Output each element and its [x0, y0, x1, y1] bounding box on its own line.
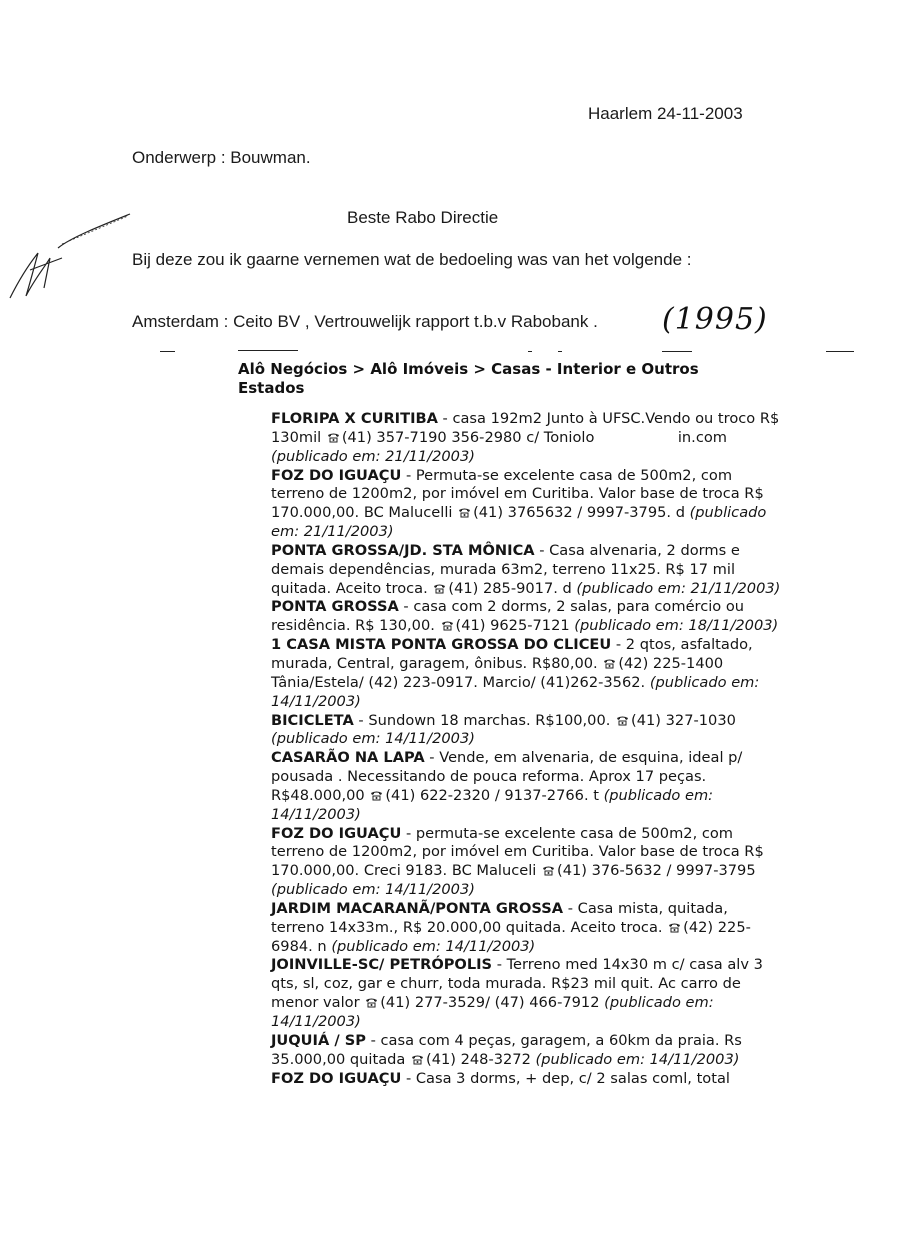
listing-text: - Permuta-se excelente casa de 500m2, com terreno de 1200m2, por imóvel em Curitiba. Valor base de troca R$ 170.000,00. BC Malucelli — [271, 466, 764, 522]
listing-item — [271, 825, 781, 900]
listing-phone: (42) 225-1400 Tânia/Estela/ (42) 223-0917. Marcio/ (41)262-3562. — [271, 654, 724, 691]
phone-icon — [411, 1052, 424, 1063]
listing-phone: (41) 277-3529/ (47) 466-7912 — [380, 994, 605, 1012]
classified-listings — [271, 410, 781, 1088]
phone-icon — [616, 713, 629, 724]
listing-phone: (42) 225-6984. n — [271, 918, 751, 955]
listing-text: - Sundown 18 marchas. R$100,00. — [353, 711, 616, 729]
listing-text: - casa 192m2 Junto à UFSC.Vendo ou troco R$ 130mil — [271, 410, 780, 446]
listing-published-date: (publicado em: 21/11/2003) — [576, 579, 781, 597]
listing-published-date: (publicado em: 14/11/2003) — [535, 1050, 740, 1068]
listing-phone: (41) 376-5632 / 9997-3795 — [557, 862, 756, 880]
listing-item — [271, 1070, 781, 1089]
listing-phone: (41) 9625-7121 — [455, 617, 575, 635]
phone-icon — [370, 788, 383, 799]
salutation: Beste Rabo Directie — [347, 208, 499, 227]
listing-item — [271, 900, 781, 957]
phone-icon — [441, 618, 454, 629]
listing-text: - 2 qtos, asfaltado, murada, Central, garagem, ônibus. R$80,00. — [271, 636, 753, 672]
listing-published-date: (publicado em: 14/11/2003) — [271, 730, 475, 748]
handwritten-year-note: (1995) — [662, 302, 768, 337]
listing-text: - permuta-se excelente casa de 500m2, com terreno de 1200m2, por imóvel em Curitiba. Valor base de troca R$ 170.000,00. Creci 9183. BC Maluceli — [271, 824, 764, 880]
listing-phone: (41) 248-3272 — [426, 1050, 536, 1068]
listing-item — [271, 749, 781, 824]
listing-title: JARDIM MACARANÃ/PONTA GROSSA — [271, 899, 564, 917]
listing-item — [271, 636, 781, 711]
listing-published-date: (publicado em: 14/11/2003) — [271, 881, 475, 899]
listing-title: JUQUIÁ / SP — [271, 1031, 366, 1049]
listing-text: - Casa 3 dorms, + dep, c/ 2 salas coml, total — [401, 1069, 730, 1087]
listing-title: BICICLETA — [271, 711, 354, 729]
listing-published-date: (publicado em: 14/11/2003) — [271, 673, 760, 710]
phone-icon — [365, 995, 378, 1006]
phone-icon — [603, 656, 616, 667]
subject-line: Onderwerp : Bouwman. — [132, 148, 311, 167]
listing-published-date: (publicado em: 14/11/2003) — [271, 994, 714, 1030]
listing-item — [271, 410, 781, 467]
scan-mark — [558, 351, 562, 352]
scan-mark — [160, 351, 175, 352]
clipping-heading: Alô Negócios > Alô Imóveis > Casas - Interior e Outros Estados — [238, 360, 699, 397]
phone-icon — [542, 863, 555, 874]
listing-phone: (41) 285-9017. d — [448, 579, 577, 597]
listing-text: - Vende, em alvenaria, de esquina, ideal p/ pousada . Necessitando de pouca reforma. Aprox 17 peças. R$48.000,00 — [271, 749, 743, 804]
listing-text: - Casa mista, quitada, terreno 14x33m., R$ 20.000,00 quitada. Aceito troca. — [271, 899, 728, 936]
listing-title: FLORIPA X CURITIBA — [271, 410, 438, 427]
listing-title: PONTA GROSSA/JD. STA MÔNICA — [271, 541, 535, 559]
scan-mark — [826, 351, 854, 352]
listing-published-date: (publicado em: 18/11/2003) — [574, 617, 779, 635]
listing-phone: (41) 327-1030 — [631, 711, 736, 729]
listing-title: CASARÃO NA LAPA — [271, 749, 425, 767]
phone-icon — [458, 505, 471, 516]
listing-text: - Casa alvenaria, 2 dorms e demais dependências, murada 63m2, terreno 11x25. R$ 17 mil quitada. Aceito troca. — [271, 541, 740, 597]
listing-phone: (41) 357-7190 356-2980 c/ Toniolo in.com — [341, 428, 727, 446]
listing-text: - casa com 2 dorms, 2 salas, para comércio ou residência. R$ 130,00. — [271, 598, 745, 635]
phone-icon — [668, 920, 681, 931]
listing-title: JOINVILLE-SC/ PETRÓPOLIS — [271, 956, 493, 974]
listing-title: FOZ DO IGUAÇU — [271, 1069, 402, 1087]
listing-text: - casa com 4 peças, garagem, a 60km da praia. Rs 35.000,00 quitada — [271, 1031, 742, 1068]
phone-icon — [433, 581, 446, 592]
place-date: Haarlem 24-11-2003 — [588, 104, 743, 123]
listing-item — [271, 542, 781, 599]
listing-item — [271, 956, 781, 1031]
letter-body: Bij deze zou ik gaarne vernemen wat de bedoeling was van het volgende : — [132, 250, 692, 269]
listing-phone: (41) 3765632 / 9997-3795. d — [473, 504, 690, 522]
listing-title: FOZ DO IGUAÇU — [271, 466, 402, 484]
listing-item — [271, 598, 781, 636]
scan-mark — [528, 351, 532, 352]
listing-published-date: (publicado em: 21/11/2003) — [271, 447, 475, 465]
listing-item — [271, 712, 781, 750]
listing-published-date: (publicado em: 21/11/2003) — [271, 504, 767, 541]
listing-text: - Terreno med 14x30 m c/ casa alv 3 qts, sl, coz, gar e churr, toda murada. R$23 mil quit. Ac carro de menor valor — [271, 956, 763, 1012]
listing-item — [271, 1032, 781, 1070]
listing-title: PONTA GROSSA — [271, 598, 399, 616]
listing-title: 1 CASA MISTA PONTA GROSSA DO CLICEU — [271, 636, 612, 654]
listing-published-date: (publicado em: 14/11/2003) — [331, 937, 536, 955]
phone-icon — [327, 430, 340, 441]
listing-item — [271, 467, 781, 542]
scan-mark — [238, 350, 298, 351]
scan-mark — [662, 351, 692, 352]
handwritten-signature — [0, 208, 140, 318]
listing-phone: (41) 622-2320 / 9137-2766. t — [385, 786, 604, 804]
listing-title: FOZ DO IGUAÇU — [271, 824, 402, 842]
report-reference: Amsterdam : Ceito BV , Vertrouwelijk rapport t.b.v Rabobank . — [132, 312, 598, 331]
listing-published-date: (publicado em: 14/11/2003) — [271, 786, 714, 823]
